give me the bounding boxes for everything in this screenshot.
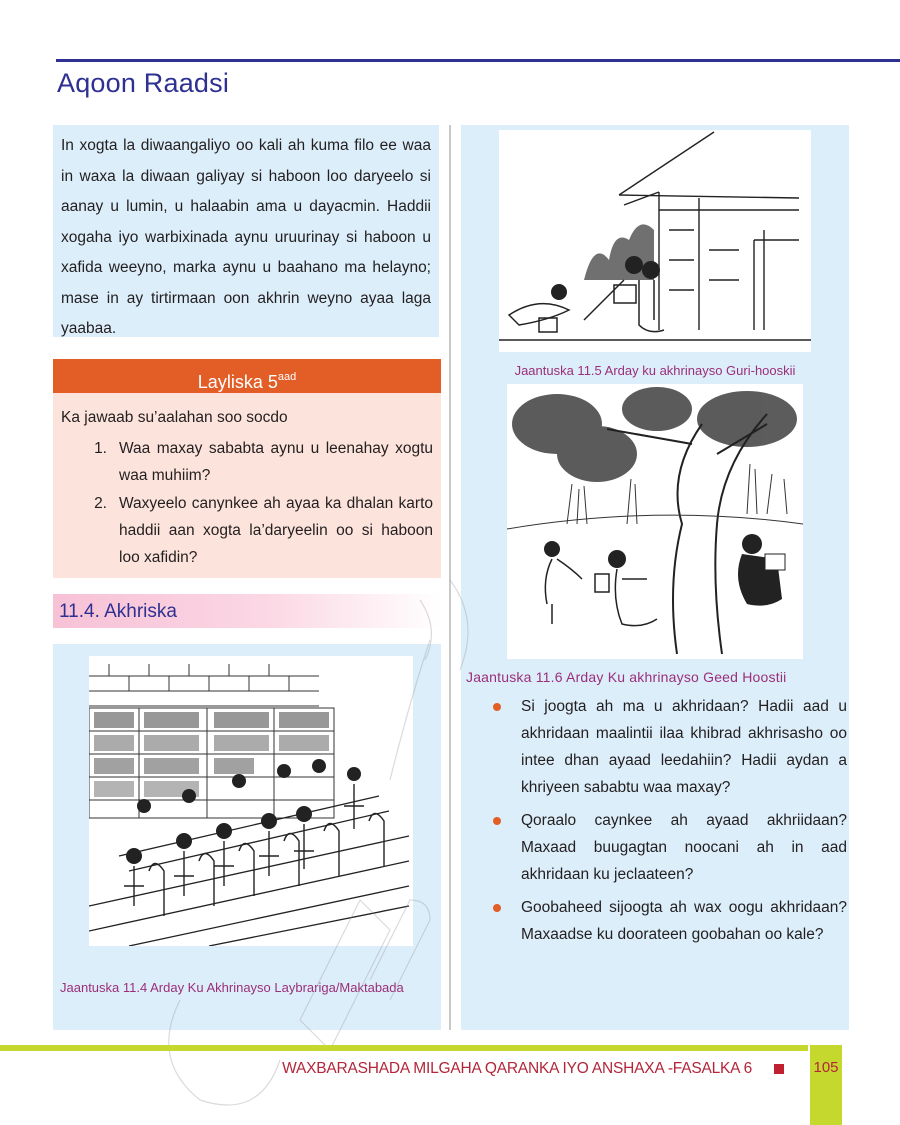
exercise-question-list — [61, 435, 433, 571]
bullet-dot-icon — [481, 894, 521, 948]
exercise-title-sup: aad — [277, 371, 297, 383]
question-text: Waxyeelo canynkee ah ayaa ka dhalan karto haddii aan xogta la’daryeelin oo si haboon loo xafidin? — [119, 495, 433, 566]
question-number: 2. — [94, 495, 107, 512]
house-shade-illustration — [499, 130, 811, 352]
figure-11-4-box — [53, 644, 441, 1030]
page-number: 105 — [813, 1059, 839, 1076]
house-sketch-icon — [499, 130, 811, 352]
library-illustration — [89, 656, 413, 946]
question-number: 1. — [94, 440, 107, 457]
intro-paragraph: In xogta la diwaangaliyo oo kali ah kuma filo ee waa in waxa la diwaan galiyay si haboon loo daryeelo si aanay u lumin, u halaabin ama u dayacmin. Haddii xogaha iyo warbixinada aynu uruurinay si haboon u xafida weeyno, marka aynu u baahano ma helayno; mase in ay tirtirmaan oon akhrin weyno ayaa laga yaabaa. — [61, 137, 431, 337]
section-heading: 11.4. Akhriska — [53, 594, 441, 628]
exercise-title: Layliska 5 — [197, 372, 278, 392]
footer-bar — [0, 1045, 808, 1051]
exercise-question — [61, 490, 433, 571]
right-column-box — [461, 125, 849, 1030]
bullet-dot-icon — [481, 693, 521, 801]
bullet-dot-icon — [481, 807, 521, 888]
tree-sketch-icon — [507, 384, 803, 659]
exercise-body — [53, 393, 441, 578]
reading-question-text: Qoraalo caynkee ah ayaad akhriidaan? Maxaad buugagtan noocani ah in aad akhridaan ku jeclaateen? — [521, 812, 847, 883]
reading-question — [481, 894, 847, 948]
figure-11-5-caption: Jaantuska 11.5 Arday ku akhrinayso Guri-hooskii — [514, 363, 796, 378]
footer-book-title: WAXBARASHADA MILGAHA QARANKA IYO ANSHAXA -FASALKA 6 — [282, 1060, 752, 1077]
page-title: Aqoon Raadsi — [57, 68, 230, 98]
reading-questions-list — [481, 693, 847, 954]
tree-shade-illustration — [507, 384, 803, 659]
header-rule — [56, 59, 900, 62]
exercise-question — [61, 435, 433, 489]
reading-question — [481, 693, 847, 801]
exercise-header — [53, 359, 441, 393]
exercise-instruction: Ka jawaab su’aalahan soo socdo — [61, 409, 288, 426]
figure-11-4-caption: Jaantuska 11.4 Arday Ku Akhrinayso Laybrariga/Maktabada — [60, 980, 404, 995]
footer-square-icon — [774, 1064, 784, 1074]
reading-question-text: Si joogta ah ma u akhridaan? Hadii aad u akhridaan maalintii ilaa khibrad akhrisasho oo intee dhan ayaad leedahiin? Hadii aydan a khriyeen sababtu waa maxay? — [521, 698, 847, 796]
question-text: Waa maxay sababta aynu u leenahay xogtu waa muhiim? — [119, 440, 433, 484]
column-divider — [449, 125, 451, 1030]
figure-11-6-caption: Jaantuska 11.6 Arday Ku akhrinayso Geed Hoostii — [466, 669, 787, 685]
intro-box — [53, 125, 439, 337]
footer-page-tab — [810, 1045, 842, 1125]
reading-question-text: Goobaheed sijoogta ah wax oogu akhridaan? Maxaadse ku doorateen goobahan oo kale? — [521, 899, 847, 943]
library-sketch-icon — [89, 656, 413, 946]
reading-question — [481, 807, 847, 888]
